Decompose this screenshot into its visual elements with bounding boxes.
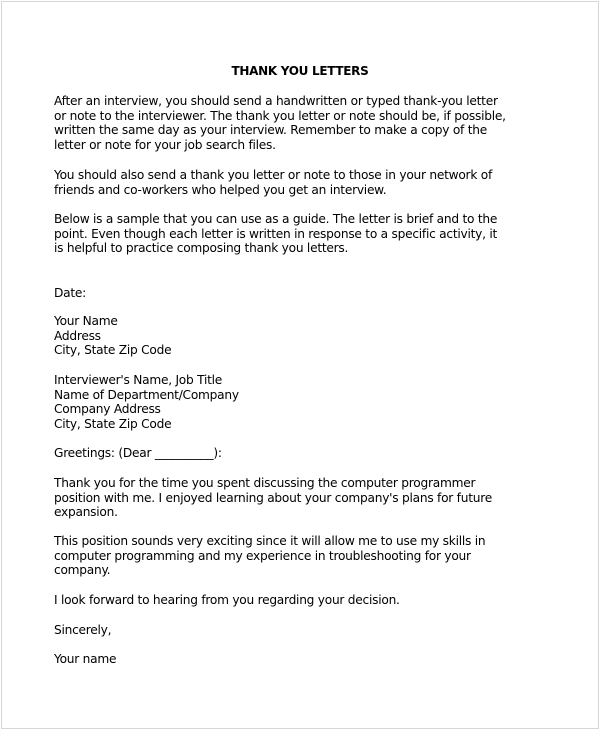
intro-paragraph-2 [54,168,492,197]
date-label: Date: [54,286,86,300]
recipient-address [54,373,239,432]
recipient-city: City, State Zip Code [54,417,172,432]
sender-street: Address [54,328,101,343]
recipient-name: Interviewer's Name, Job Title [54,373,222,387]
text-line: letter or note for your job search files. [54,138,276,153]
letter-date [54,286,86,301]
sender-name: Your Name [54,314,118,328]
text-line: This position sounds very exciting since it will allow me to use my skills in [54,534,486,548]
letter-body-paragraph-3 [54,593,400,608]
signature-line: Your name [54,652,117,666]
text-line: You should also send a thank you letter or note to those in your network of [54,168,492,182]
text-line: Below is a sample that you can use as a guide. The letter is brief and to the [54,212,498,226]
recipient-street: Company Address [54,402,161,417]
text-line: After an interview, you should send a handwritten or typed thank-you letter [54,94,498,108]
text-line: or note to the interviewer. The thank you letter or note should be, if possible, [54,108,506,123]
sender-city: City, State Zip Code [54,343,172,358]
letter-body-paragraph-2 [54,534,485,578]
document-title: THANK YOU LETTERS [231,64,369,78]
recipient-department: Name of Department/Company [54,387,239,402]
letter-greeting [54,446,222,461]
letter-signature [54,652,116,667]
text-line: company. [54,563,111,578]
closing-line: Sincerely, [54,623,112,637]
text-line: written the same day as your interview. Remember to make a copy of the [54,123,487,138]
text-line: computer programming and my experience in troubleshooting for your [54,548,471,563]
text-line: is helpful to practice composing thank you letters. [54,241,349,256]
text-line: point. Even though each letter is written in response to a specific activity, it [54,226,497,241]
letter-body-paragraph-1 [54,476,492,520]
text-line: Thank you for the time you spent discussing the computer programmer [54,476,476,490]
greeting-line: Greetings: (Dear __________): [54,446,222,460]
letter-closing [54,623,111,638]
text-line: position with me. I enjoyed learning about your company's plans for future [54,490,492,505]
text-line: friends and co-workers who helped you get an interview. [54,182,387,197]
intro-paragraph-3 [54,212,497,256]
intro-paragraph-1 [54,94,506,153]
text-line: I look forward to hearing from you regarding your decision. [54,593,400,607]
text-line: expansion. [54,505,118,520]
sender-address [54,314,171,358]
